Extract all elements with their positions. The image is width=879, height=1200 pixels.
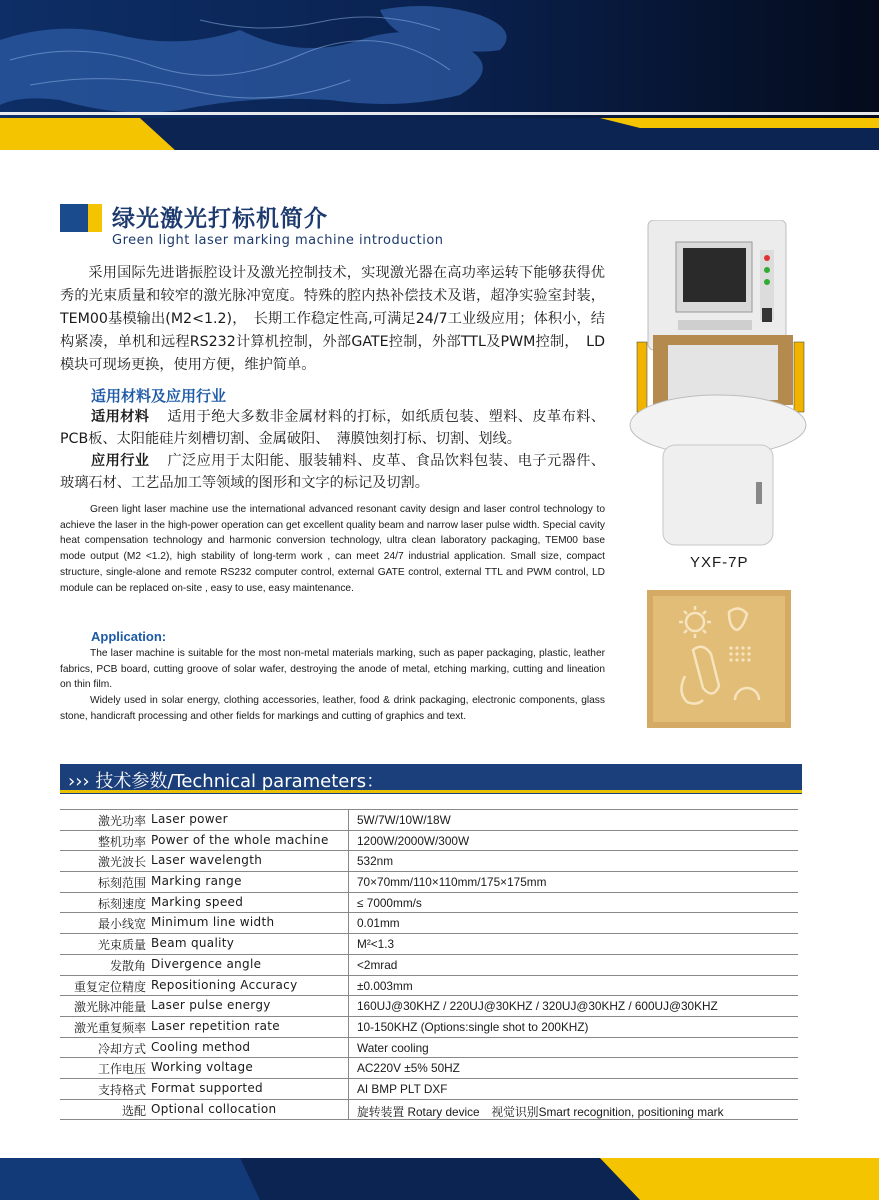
param-value: 10-150KHZ (Options:single shot to 200KHZ): [357, 1019, 589, 1034]
materials-paragraph: [60, 406, 605, 494]
param-value: ≤ 7000mm/s: [357, 895, 422, 910]
title-square-icon: [60, 204, 88, 232]
application-text: [60, 646, 605, 725]
param-value: 旋转装置 Rotary device 视觉识别Smart recognition, positioning mark: [357, 1104, 724, 1119]
param-value: ±0.003mm: [357, 978, 413, 993]
table-row: [60, 1038, 798, 1059]
param-value: Water cooling: [357, 1040, 429, 1055]
sample-engraving-image: [647, 590, 791, 728]
table-row: [60, 810, 798, 831]
param-label-cn: 激光脉冲能量: [73, 1000, 146, 1015]
footer-banner: [0, 1158, 879, 1200]
param-label-en: Laser wavelength: [151, 853, 263, 868]
param-label-en: Laser repetition rate: [151, 1018, 280, 1033]
machine-image: [628, 220, 808, 550]
materials-text: 适用于绝大多数非金属材料的打标，如纸质包装、塑料、皮革布料、PCB板、太阳能硅片刻槽切割、金属破阳、 薄膜蚀刻打标、切割、划线。: [60, 409, 605, 447]
param-label-en: Minimum line width: [151, 915, 275, 930]
param-label-cn: 标刻速度: [97, 896, 146, 911]
table-row: [60, 893, 798, 914]
model-label: YXF-7P: [690, 554, 749, 571]
param-label-en: Repositioning Accuracy: [151, 977, 298, 992]
param-label-en: Divergence angle: [151, 956, 262, 971]
column-divider: [348, 955, 349, 975]
table-row: [60, 872, 798, 893]
column-divider: [348, 1017, 349, 1037]
param-label-cn: 激光波长: [97, 855, 146, 870]
table-row: [60, 996, 798, 1017]
table-row: [60, 1017, 798, 1038]
param-value: 5W/7W/10W/18W: [357, 813, 451, 827]
application-paragraph-1: The laser machine is suitable for the most non-metal materials marking, such as paper packaging, plastic, leather fabrics, PCB board, cutting groove of solar wafer, destroying the anode of metal, etching marking, cutting and lineation on thin film.: [60, 648, 605, 691]
param-value: <2mrad: [357, 957, 398, 972]
table-row: [60, 934, 798, 955]
materials-label: 适用材料: [91, 409, 150, 425]
materials-line: [60, 406, 605, 450]
column-divider: [348, 831, 349, 851]
param-label-en: Format supported: [151, 1080, 263, 1095]
param-label-cn: 工作电压: [97, 1062, 146, 1077]
materials-heading: 适用材料及应用行业: [91, 387, 227, 405]
param-label-en: Beam quality: [151, 936, 235, 951]
param-label-cn: 发散角: [109, 958, 146, 973]
param-label-cn: 整机功率: [97, 834, 146, 849]
param-value: 532nm: [357, 854, 394, 869]
industry-line: [60, 450, 605, 494]
industry-label: 应用行业: [91, 453, 150, 469]
param-label-en: Laser pulse energy: [151, 998, 271, 1013]
param-label-cn: 激光重复频率: [73, 1020, 146, 1035]
title-cn: 绿光激光打标机简介: [112, 206, 328, 232]
column-divider: [348, 913, 349, 933]
param-value: 0.01mm: [357, 916, 400, 931]
column-divider: [348, 1038, 349, 1058]
param-label-cn: 选配: [121, 1103, 146, 1118]
param-label-cn: 冷却方式: [97, 1041, 146, 1056]
table-row: [60, 976, 798, 997]
param-label-en: Power of the whole machine: [151, 832, 329, 847]
param-label-en: Cooling method: [151, 1039, 251, 1054]
param-value: AI BMP PLT DXF: [357, 1081, 448, 1096]
param-label-en: Working voltage: [151, 1060, 254, 1075]
param-label-en: Laser power: [151, 812, 228, 826]
table-row: [60, 913, 798, 934]
param-value: 160UJ@30KHZ / 220UJ@30KHZ / 320UJ@30KHZ / 600UJ@30KHZ: [357, 999, 718, 1014]
application-paragraph-2: Widely used in solar energy, clothing accessories, leather, food & drink packaging, electronic components, glass stone, handicraft processing and other fields for markings and cutting of graphics and text.: [60, 695, 605, 722]
param-label-cn: 最小线宽: [97, 917, 146, 932]
param-value: M²<1.3: [357, 937, 395, 952]
intro-cn-paragraph: 采用国际先进谐振腔设计及激光控制技术，实现激光器在高功率运转下能够获得优秀的光束质量和较窄的激光脉冲宽度。特殊的腔内热补偿技术及谐，超净实验室封装，TEM00基模输出(M2<1.2)， 长期工作稳定性高,可满足24/7工业级应用；体积小，结构紧凑，单机和远程RS232计算机控制，外部GATE控制，外部TTL及PWM控制， LD模块可现场更换，使用方便，维护简单。: [60, 265, 605, 373]
table-row: [60, 955, 798, 976]
table-row: [60, 1079, 798, 1100]
column-divider: [348, 1079, 349, 1099]
title-en: Green light laser marking machine introduction: [112, 233, 444, 248]
params-table: [60, 809, 798, 1120]
param-value: 1200W/2000W/300W: [357, 833, 470, 848]
param-label-cn: 标刻范围: [97, 876, 146, 891]
param-label-cn: 重复定位精度: [73, 979, 146, 994]
column-divider: [348, 851, 349, 871]
param-label-en: Marking range: [151, 874, 242, 889]
table-row: [60, 831, 798, 852]
param-label-cn: 激光功率: [97, 814, 146, 828]
title-accent-icon: [88, 204, 102, 232]
column-divider: [348, 976, 349, 996]
table-row: [60, 1058, 798, 1079]
table-row: [60, 1100, 798, 1121]
column-divider: [348, 810, 349, 830]
column-divider: [348, 1100, 349, 1120]
param-value: AC220V ±5% 50HZ: [357, 1061, 460, 1076]
intro-en-paragraph: Green light laser machine use the international advanced resonant cavity design and laser control technology to achieve the laser in the high-power operation can get excellent quality beam and narrow laser pulse width. Special cavity heat compensation technology and harmonic conversion technology, ultra clean laboratory packaging, TEM00 base mode output (M2 <1.2), high stability of long-term work , can meet 24/7 industrial application. Small size, compact structure, single-alone and remote RS232 computer control, external GATE control, external TTL and PWM control, LD module can be replaced on-site , easy to use, easy maintenance.: [60, 504, 605, 594]
column-divider: [348, 893, 349, 913]
params-title: ››› 技术参数/Technical parameters：: [68, 771, 385, 792]
param-label-cn: 光束质量: [97, 938, 146, 953]
param-value: 70×70mm/110×110mm/175×175mm: [357, 875, 547, 890]
industry-text: 广泛应用于太阳能、服装辅料、皮革、食品饮料包装、电子元器件、玻璃石材、工艺品加工等领域的图形和文字的标记及切割。: [60, 453, 605, 491]
application-heading: Application:: [91, 629, 167, 644]
param-label-en: Optional collocation: [151, 1101, 277, 1116]
column-divider: [348, 1058, 349, 1078]
param-label-cn: 支持格式: [97, 1082, 146, 1097]
header-banner: [0, 0, 879, 150]
column-divider: [348, 996, 349, 1016]
column-divider: [348, 934, 349, 954]
table-row: [60, 851, 798, 872]
column-divider: [348, 872, 349, 892]
param-label-en: Marking speed: [151, 894, 244, 909]
